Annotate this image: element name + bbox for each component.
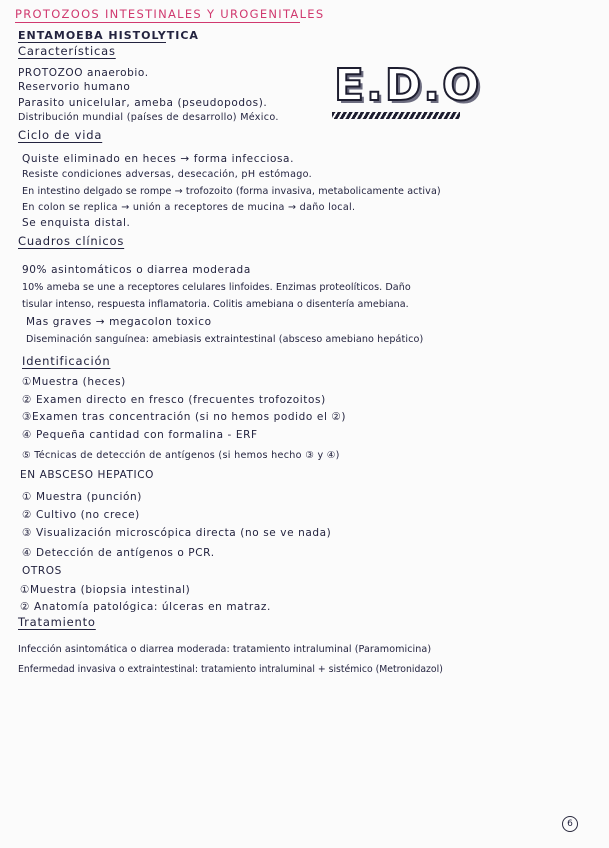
identificacion-line: ② Cultivo (no crece) <box>22 509 140 521</box>
identificacion-line: ③ Visualización microscópica directa (no se ve nada) <box>22 527 332 539</box>
cuadros-line: Diseminación sanguínea: amebiasis extraintestinal (absceso amebiano hepático) <box>26 334 424 345</box>
caracteristicas-line: Reservorio humano <box>18 81 131 93</box>
identificacion-line: ④ Pequeña cantidad con formalina - ERF <box>22 429 258 441</box>
ciclo-line: En intestino delgado se rompe → trofozoito (forma invasiva, metabolicamente activa) <box>22 186 441 197</box>
heading-caracteristicas: Características <box>18 44 116 58</box>
ciclo-line: En colon se replica → unión a receptores de mucina → daño local. <box>22 202 356 213</box>
cuadros-line: Mas graves → megacolon toxico <box>26 316 212 328</box>
cuadros-line: 90% asintomáticos o diarrea moderada <box>22 264 251 276</box>
identificacion-line: ① Muestra (punción) <box>22 491 142 503</box>
tratamiento-line: Infección asintomática o diarrea moderada: tratamiento intraluminal (Paramomicina) <box>18 644 432 655</box>
identificacion-line: ①Muestra (biopsia intestinal) <box>20 584 191 596</box>
caracteristicas-line: Parasito unicelular, ameba (pseudopodos). <box>18 97 268 109</box>
edo-logo-text: E.D.O <box>334 60 482 111</box>
identificacion-line: ② Anatomía patológica: úlceras en matraz. <box>20 601 271 613</box>
cuadros-line: tisular intenso, respuesta inflamatoria. Colitis amebiana o disentería amebiana. <box>22 299 409 310</box>
page-number: 6 <box>562 816 578 832</box>
heading-ciclo: Ciclo de vida <box>18 128 103 142</box>
identificacion-line: ①Muestra (heces) <box>22 376 126 388</box>
tratamiento-line: Enfermedad invasiva o extraintestinal: tratamiento intraluminal + sistémico (Metronidazol) <box>18 664 443 675</box>
heading-tratamiento: Tratamiento <box>18 615 96 629</box>
organism-header: ENTAMOEBA HISTOLYTICA <box>18 29 199 42</box>
header-underline <box>18 42 166 43</box>
cuadros-line: 10% ameba se une a receptores celulares linfoides. Enzimas proteolíticos. Daño <box>22 282 411 293</box>
ciclo-line: Se enquista distal. <box>22 217 131 229</box>
caracteristicas-line: PROTOZOO anaerobio. <box>18 67 149 79</box>
heading-cuadros: Cuadros clínicos <box>18 234 125 248</box>
identificacion-line: ② Examen directo en fresco (frecuentes trofozoitos) <box>22 394 326 406</box>
heading-identificacion: Identificación <box>22 354 111 368</box>
caracteristicas-line: Distribución mundial (países de desarrollo) México. <box>18 112 279 123</box>
ciclo-line: Quiste eliminado en heces → forma infecciosa. <box>22 153 295 165</box>
title-underline <box>15 22 300 23</box>
edo-logo <box>330 58 482 122</box>
identificacion-subheading: OTROS <box>22 565 62 577</box>
identificacion-line: ④ Detección de antígenos o PCR. <box>22 547 215 559</box>
identificacion-line: ③Examen tras concentración (si no hemos podido el ②) <box>22 411 347 423</box>
identificacion-line: ⑤ Técnicas de detección de antígenos (si hemos hecho ③ y ④) <box>22 450 340 461</box>
page-title: PROTOZOOS INTESTINALES Y UROGENITALES <box>15 7 325 21</box>
ciclo-line: Resiste condiciones adversas, desecación, pH estómago. <box>22 169 312 180</box>
logo-underline-bar <box>332 112 460 119</box>
identificacion-subheading: EN ABSCESO HEPATICO <box>20 469 154 481</box>
